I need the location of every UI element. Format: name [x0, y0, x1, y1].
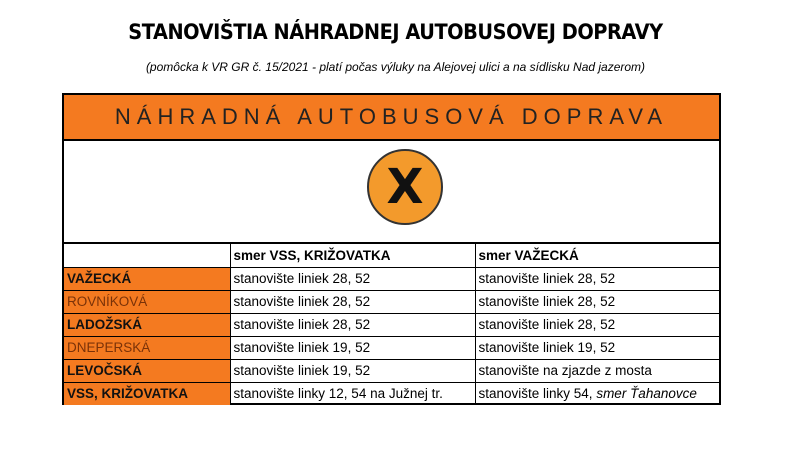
stop-location-direction-vss: stanovište liniek 28, 52 [230, 267, 475, 290]
stop-location-direction-vazecka: stanovište liniek 28, 52 [475, 313, 719, 336]
stop-name: LEVOČSKÁ [64, 359, 230, 382]
stop-name: VAŽECKÁ [64, 267, 230, 290]
table-row [64, 359, 719, 382]
stop-location-direction-vazecka: stanovište liniek 28, 52 [475, 267, 719, 290]
page-title: STANOVIŠTIA NÁHRADNEJ AUTOBUSOVEJ DOPRAVY [128, 20, 663, 44]
stop-location-direction-vazecka: stanovište liniek 19, 52 [475, 336, 719, 359]
stop-name: ROVNÍKOVÁ [64, 290, 230, 313]
stop-location-direction-vss: stanovište liniek 28, 52 [230, 313, 475, 336]
stop-location-direction-vss: stanovište liniek 19, 52 [230, 359, 475, 382]
stop-location-direction-vss: stanovište liniek 19, 52 [230, 336, 475, 359]
stop-location-direction-vss: stanovište liniek 28, 52 [230, 290, 475, 313]
stop-name: DNEPERSKÁ [64, 336, 230, 359]
direction-note: smer Ťahanovce [596, 386, 697, 402]
sign-icon-area [64, 141, 719, 244]
table-row [64, 267, 719, 290]
column-header-direction-vazecka: smer VAŽECKÁ [475, 244, 719, 267]
banner-title: NÁHRADNÁ AUTOBUSOVÁ DOPRAVA [64, 95, 719, 141]
stop-location-direction-vss: stanovište linky 12, 54 na Južnej tr. [230, 382, 475, 405]
table-row [64, 313, 719, 336]
replacement-bus-sign [62, 93, 721, 405]
table-row [64, 382, 719, 405]
table-row [64, 336, 719, 359]
stop-location-direction-vazecka [475, 382, 719, 405]
stop-location-direction-vazecka: stanovište liniek 28, 52 [475, 290, 719, 313]
table-header-row [64, 244, 719, 267]
column-header-direction-vss: smer VSS, KRIŽOVATKA [230, 244, 475, 267]
stop-location-direction-vazecka: stanovište na zjazde z mosta [475, 359, 719, 382]
stops-table [64, 244, 719, 405]
stop-name: LADOŽSKÁ [64, 313, 230, 336]
stop-location-text: stanovište linky 54, [478, 386, 597, 402]
column-header-stop [64, 244, 230, 267]
page-subtitle: (pomôcka k VR GR č. 15/2021 - platí počas výluky na Alejovej ulici a na sídlisku Nad jazerom) [145, 60, 646, 74]
table-row [64, 290, 719, 313]
stop-name: VSS, KRIŽOVATKA [64, 382, 230, 405]
x-stop-sign-icon: X [367, 149, 443, 225]
